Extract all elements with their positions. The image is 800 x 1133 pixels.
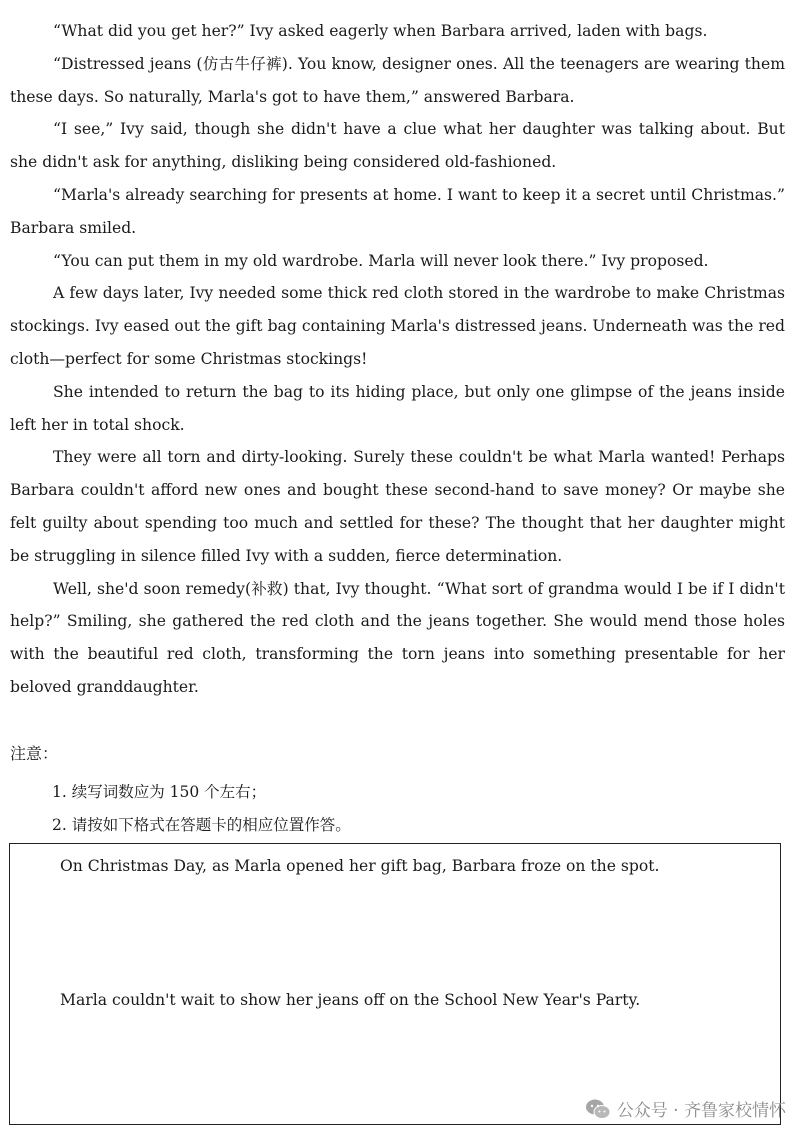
wechat-icon <box>585 1098 611 1120</box>
note-item-1: 1. 续写词数应为 150 个左右； <box>52 783 267 801</box>
paragraph-1-opening: On Christmas Day, as Marla opened her gift bag, Barbara froze on the spot. <box>60 857 660 875</box>
watermark <box>585 1096 786 1121</box>
notes-list <box>52 776 351 842</box>
answer-box <box>9 843 781 1125</box>
story-paragraph-5: “You can put them in my old wardrobe. Marla will never look there.” Ivy proposed. <box>53 251 709 270</box>
watermark-text: 公众号 · 齐鲁家校情怀 <box>616 1101 786 1121</box>
note-item-2: 2. 请按如下格式在答题卡的相应位置作答。 <box>52 816 351 834</box>
story-paragraph-9: Well, she'd soon remedy(补救) that, Ivy thought. “What sort of grandma would I be if I didn't help?” Smiling, she gathered the red cloth and the jeans together. She would mend those holes with the beautiful red cloth, transforming the torn jeans into something presentable for her beloved granddaughter. <box>10 579 785 696</box>
story-paragraph-2: “Distressed jeans (仿古牛仔裤). You know, designer ones. All the teenagers are wearing them these days. So naturally, Marla's got to have them,” answered Barbara. <box>10 54 785 106</box>
story-paragraph-3: “I see,” Ivy said, though she didn't have a clue what her daughter was talking about. But she didn't ask for anything, disliking being considered old-fashioned. <box>10 120 785 172</box>
notes-title: 注意： <box>10 744 59 763</box>
story-paragraph-7: She intended to return the bag to its hiding place, but only one glimpse of the jeans inside left her in total shock. <box>10 382 785 434</box>
paragraph-2-opening: Marla couldn't wait to show her jeans off on the School New Year's Party. <box>60 991 641 1009</box>
story-paragraph-1: “What did you get her?” Ivy asked eagerly when Barbara arrived, laden with bags. <box>53 22 708 40</box>
story-paragraph-8: They were all torn and dirty-looking. Surely these couldn't be what Marla wanted! Perhaps Barbara couldn't afford new ones and bought these second-hand to save money? Or maybe she felt guilty about spending too much and settled for these? The thought that her daughter might be struggling in silence filled Ivy with a sudden, fierce determination. <box>10 448 785 565</box>
story-paragraph-6: A few days later, Ivy needed some thick red cloth stored in the wardrobe to make Christmas stockings. Ivy eased out the gift bag containing Marla's distressed jeans. Underneath was the red cloth—perfect for some Christmas stockings! <box>10 284 785 368</box>
story-paragraph-4: “Marla's already searching for presents at home. I want to keep it a secret until Christmas.” Barbara smiled. <box>10 185 785 237</box>
story-passage <box>10 15 785 704</box>
